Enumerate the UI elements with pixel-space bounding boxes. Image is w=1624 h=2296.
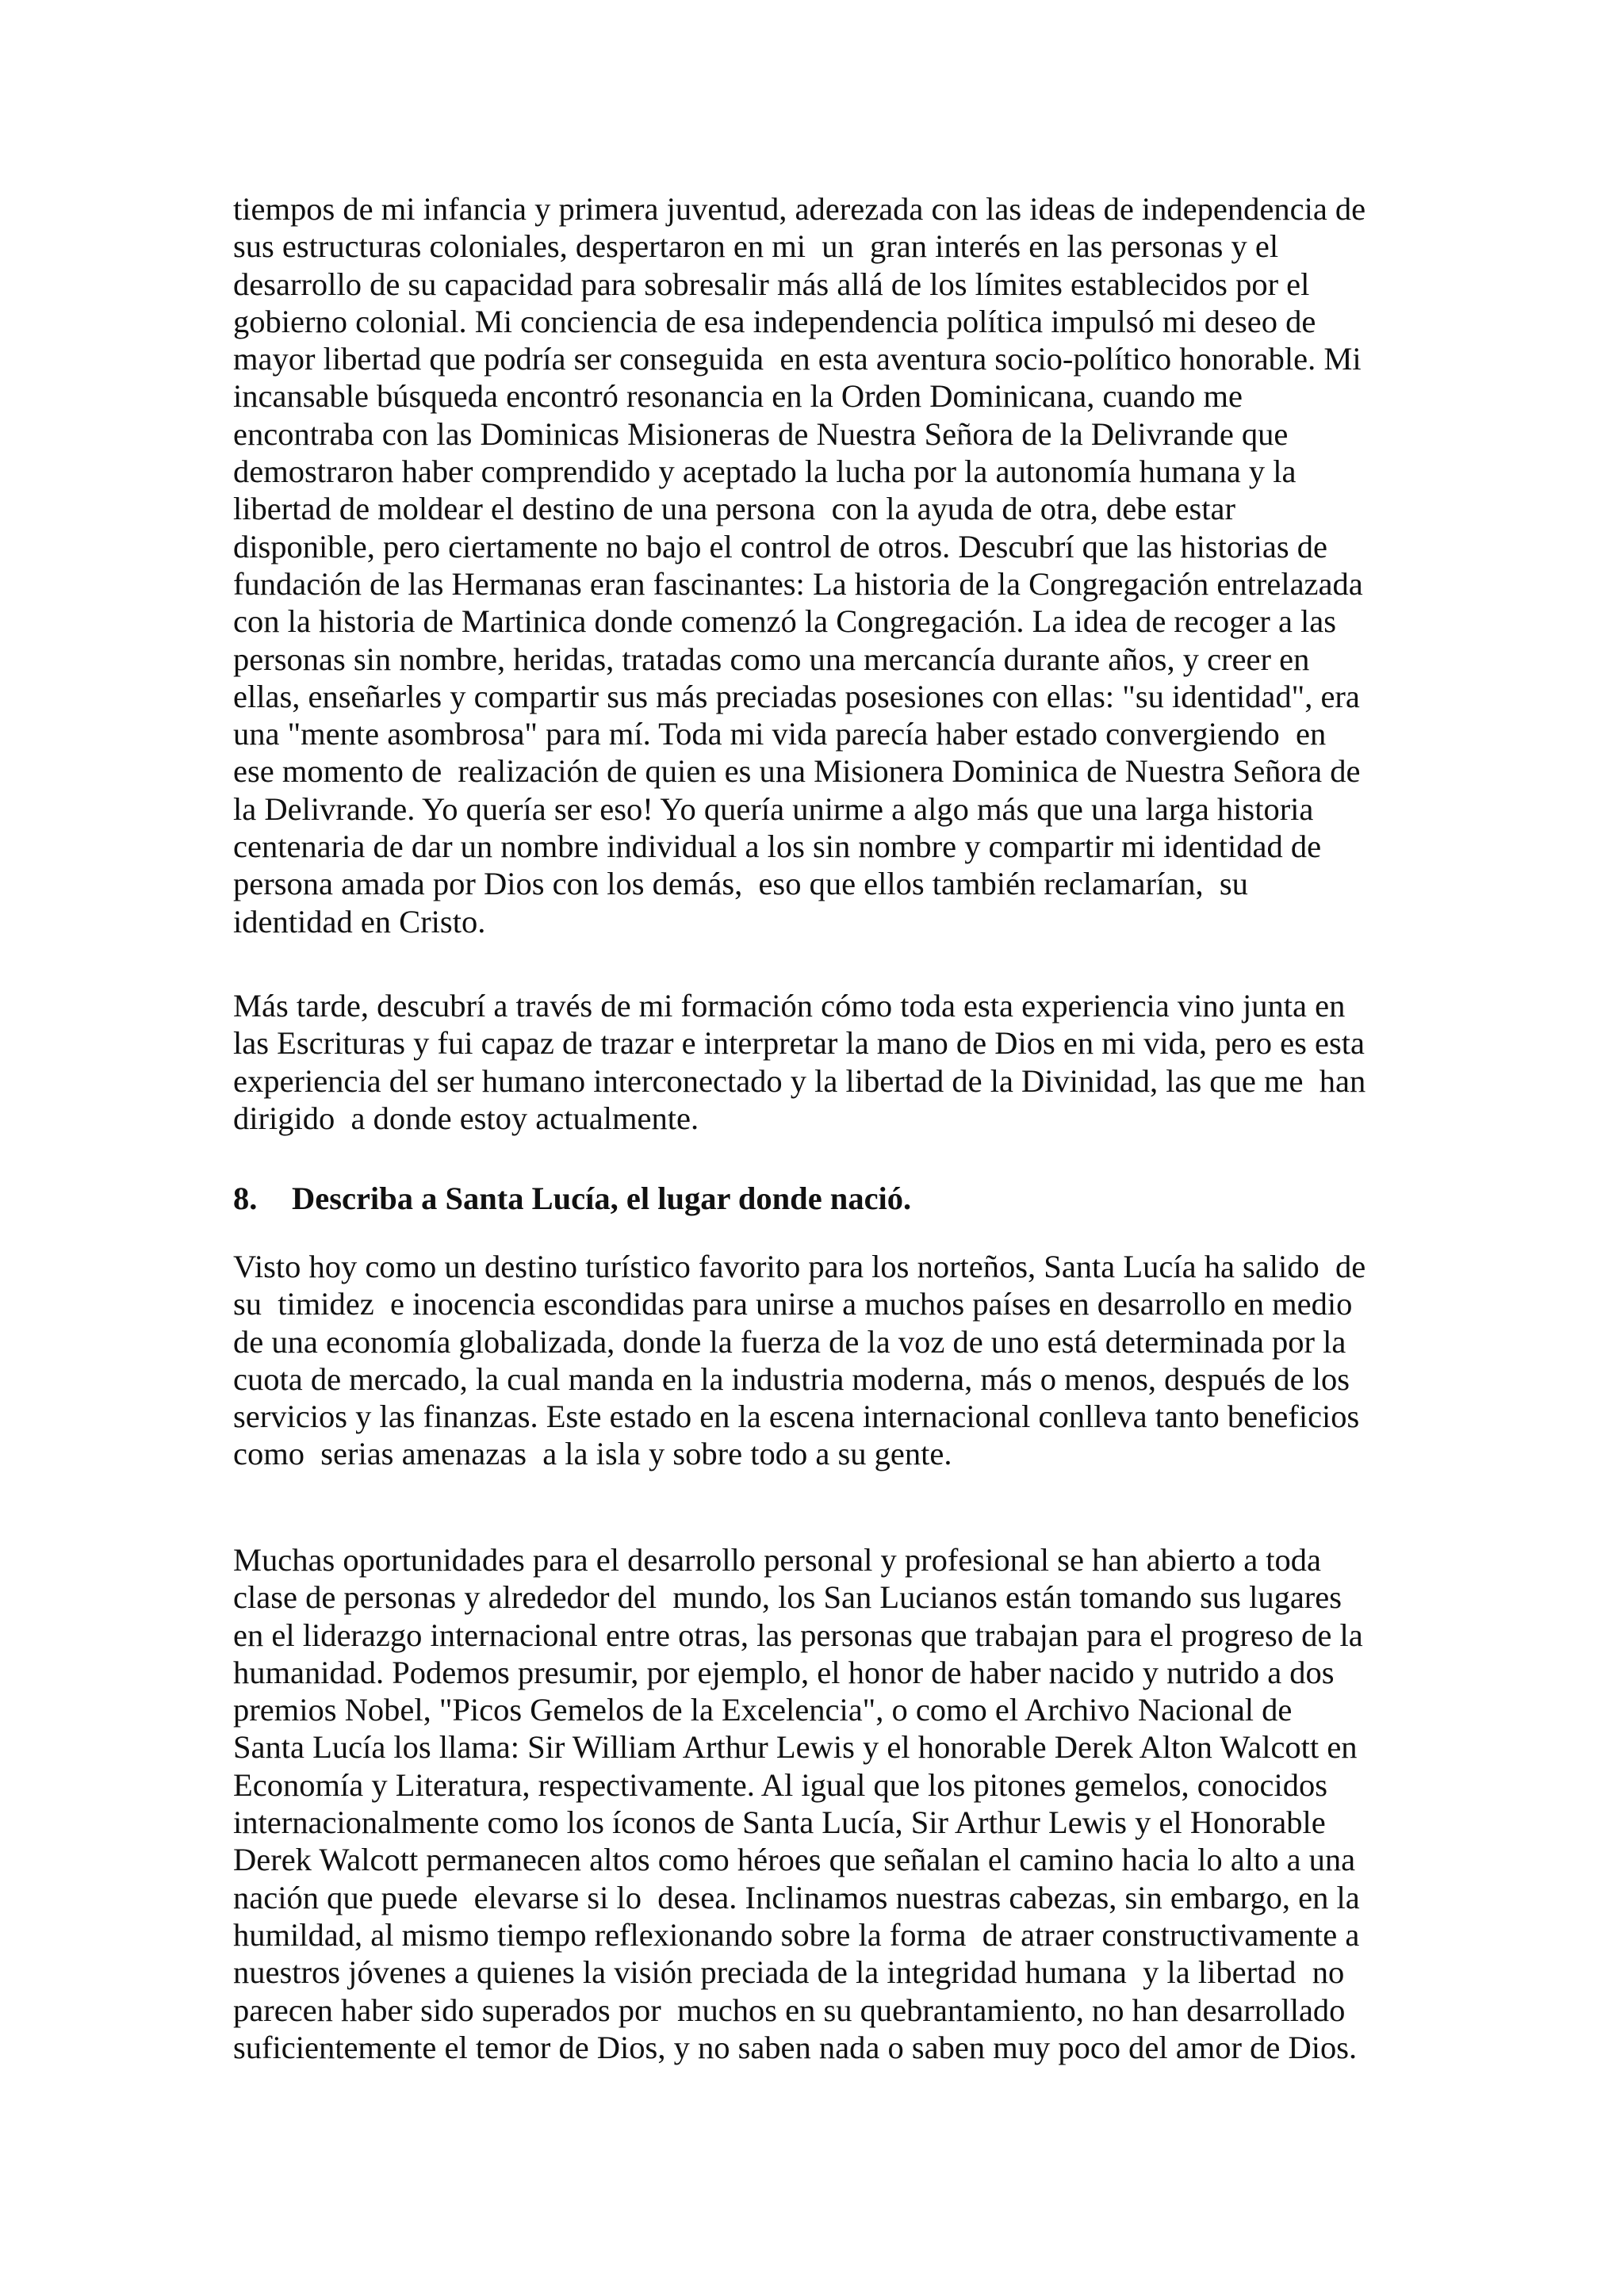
paragraph-saint-lucia-economy: Visto hoy como un destino turístico favorito para los norteños, Santa Lucía ha salido de su timidez e inocencia escondidas para unirse a muchos países en desarrollo en medio de una economía globalizada, donde la fuerza de la voz de uno está determinada por la cuota de mercado, la cual manda en la industria moderna, más o menos, después de los servicios y las finanzas. Este estado en la escena internacional conlleva tanto beneficios como serias amenazas a la isla y sobre todo a su gente. [233, 1249, 1366, 1472]
section-heading [233, 1180, 911, 1217]
paragraph-vocation-story: tiempos de mi infancia y primera juventud, aderezada con las ideas de independencia de sus estructuras coloniales, despertaron en mi un gran interés en las personas y el desarrollo de su capacidad para sobresalir más allá de los límites establecidos por el gobierno colonial. Mi conciencia de esa independencia política impulsó mi deseo de mayor libertad que podría ser conseguida en esta aventura socio-político honorable. Mi incansable búsqueda encontró resonancia en la Orden Dominicana, cuando me encontraba con las Dominicas Misioneras de Nuestra Señora de la Delivrande que demostraron haber comprendido y aceptado la lucha por la autonomía humana y la libertad de moldear el destino de una persona con la ayuda de otra, debe estar disponible, pero ciertamente no bajo el control de otros. Descubrí que las historias de fundación de las Hermanas eran fascinantes: La historia de la Congregación entrelazada con la historia de Martinica donde comenzó la Congregación. La idea de recoger a las personas sin nombre, heridas, tratadas como una mercancía durante años, y creer en ellas, enseñarles y compartir sus más preciadas posesiones con ellas: "su identidad", era una "mente asombrosa" para mí. Toda mi vida parecía haber estado convergiendo en ese momento de realización de quien es una Misionera Dominica de Nuestra Señora de la Delivrande. Yo quería ser eso! Yo quería unirme a algo más que una larga historia centenaria de dar un nombre individual a los sin nombre y compartir mi identidad de persona amada por Dios con los demás, eso que ellos también reclamarían, su identidad en Cristo. [233, 191, 1366, 939]
section-number: 8. [233, 1181, 258, 1216]
paragraph-formation: Más tarde, descubrí a través de mi formación cómo toda esta experiencia vino junta en las Escrituras y fui capaz de trazar e interpretar la mano de Dios en mi vida, pero es esta experiencia del ser humano interconectado y la libertad de la Divinidad, las que me han dirigido a donde estoy actualmente. [233, 988, 1366, 1136]
section-title: Describa a Santa Lucía, el lugar donde nació. [292, 1181, 912, 1216]
paragraph-saint-lucia-people: Muchas oportunidades para el desarrollo personal y profesional se han abierto a toda clase de personas y alrededor del mundo, los San Lucianos están tomando sus lugares en el liderazgo internacional entre otras, las personas que trabajan para el progreso de la humanidad. Podemos presumir, por ejemplo, el honor de haber nacido y nutrido a dos premios Nobel, "Picos Gemelos de la Excelencia", o como el Archivo Nacional de Santa Lucía los llama: Sir William Arthur Lewis y el honorable Derek Alton Walcott en Economía y Literatura, respectivamente. Al igual que los pitones gemelos, conocidos internacionalmente como los íconos de Santa Lucía, Sir Arthur Lewis y el Honorable Derek Walcott permanecen altos como héroes que señalan el camino hacia lo alto a una nación que puede elevarse si lo desea. Inclinamos nuestras cabezas, sin embargo, en la humildad, al mismo tiempo reflexionando sobre la forma de atraer constructivamente a nuestros jóvenes a quienes la visión preciada de la integridad humana y la libertad no parecen haber sido superados por muchos en su quebrantamiento, no han desarrollado suficientemente el temor de Dios, y no saben nada o saben muy poco del amor de Dios. [233, 1542, 1363, 2065]
